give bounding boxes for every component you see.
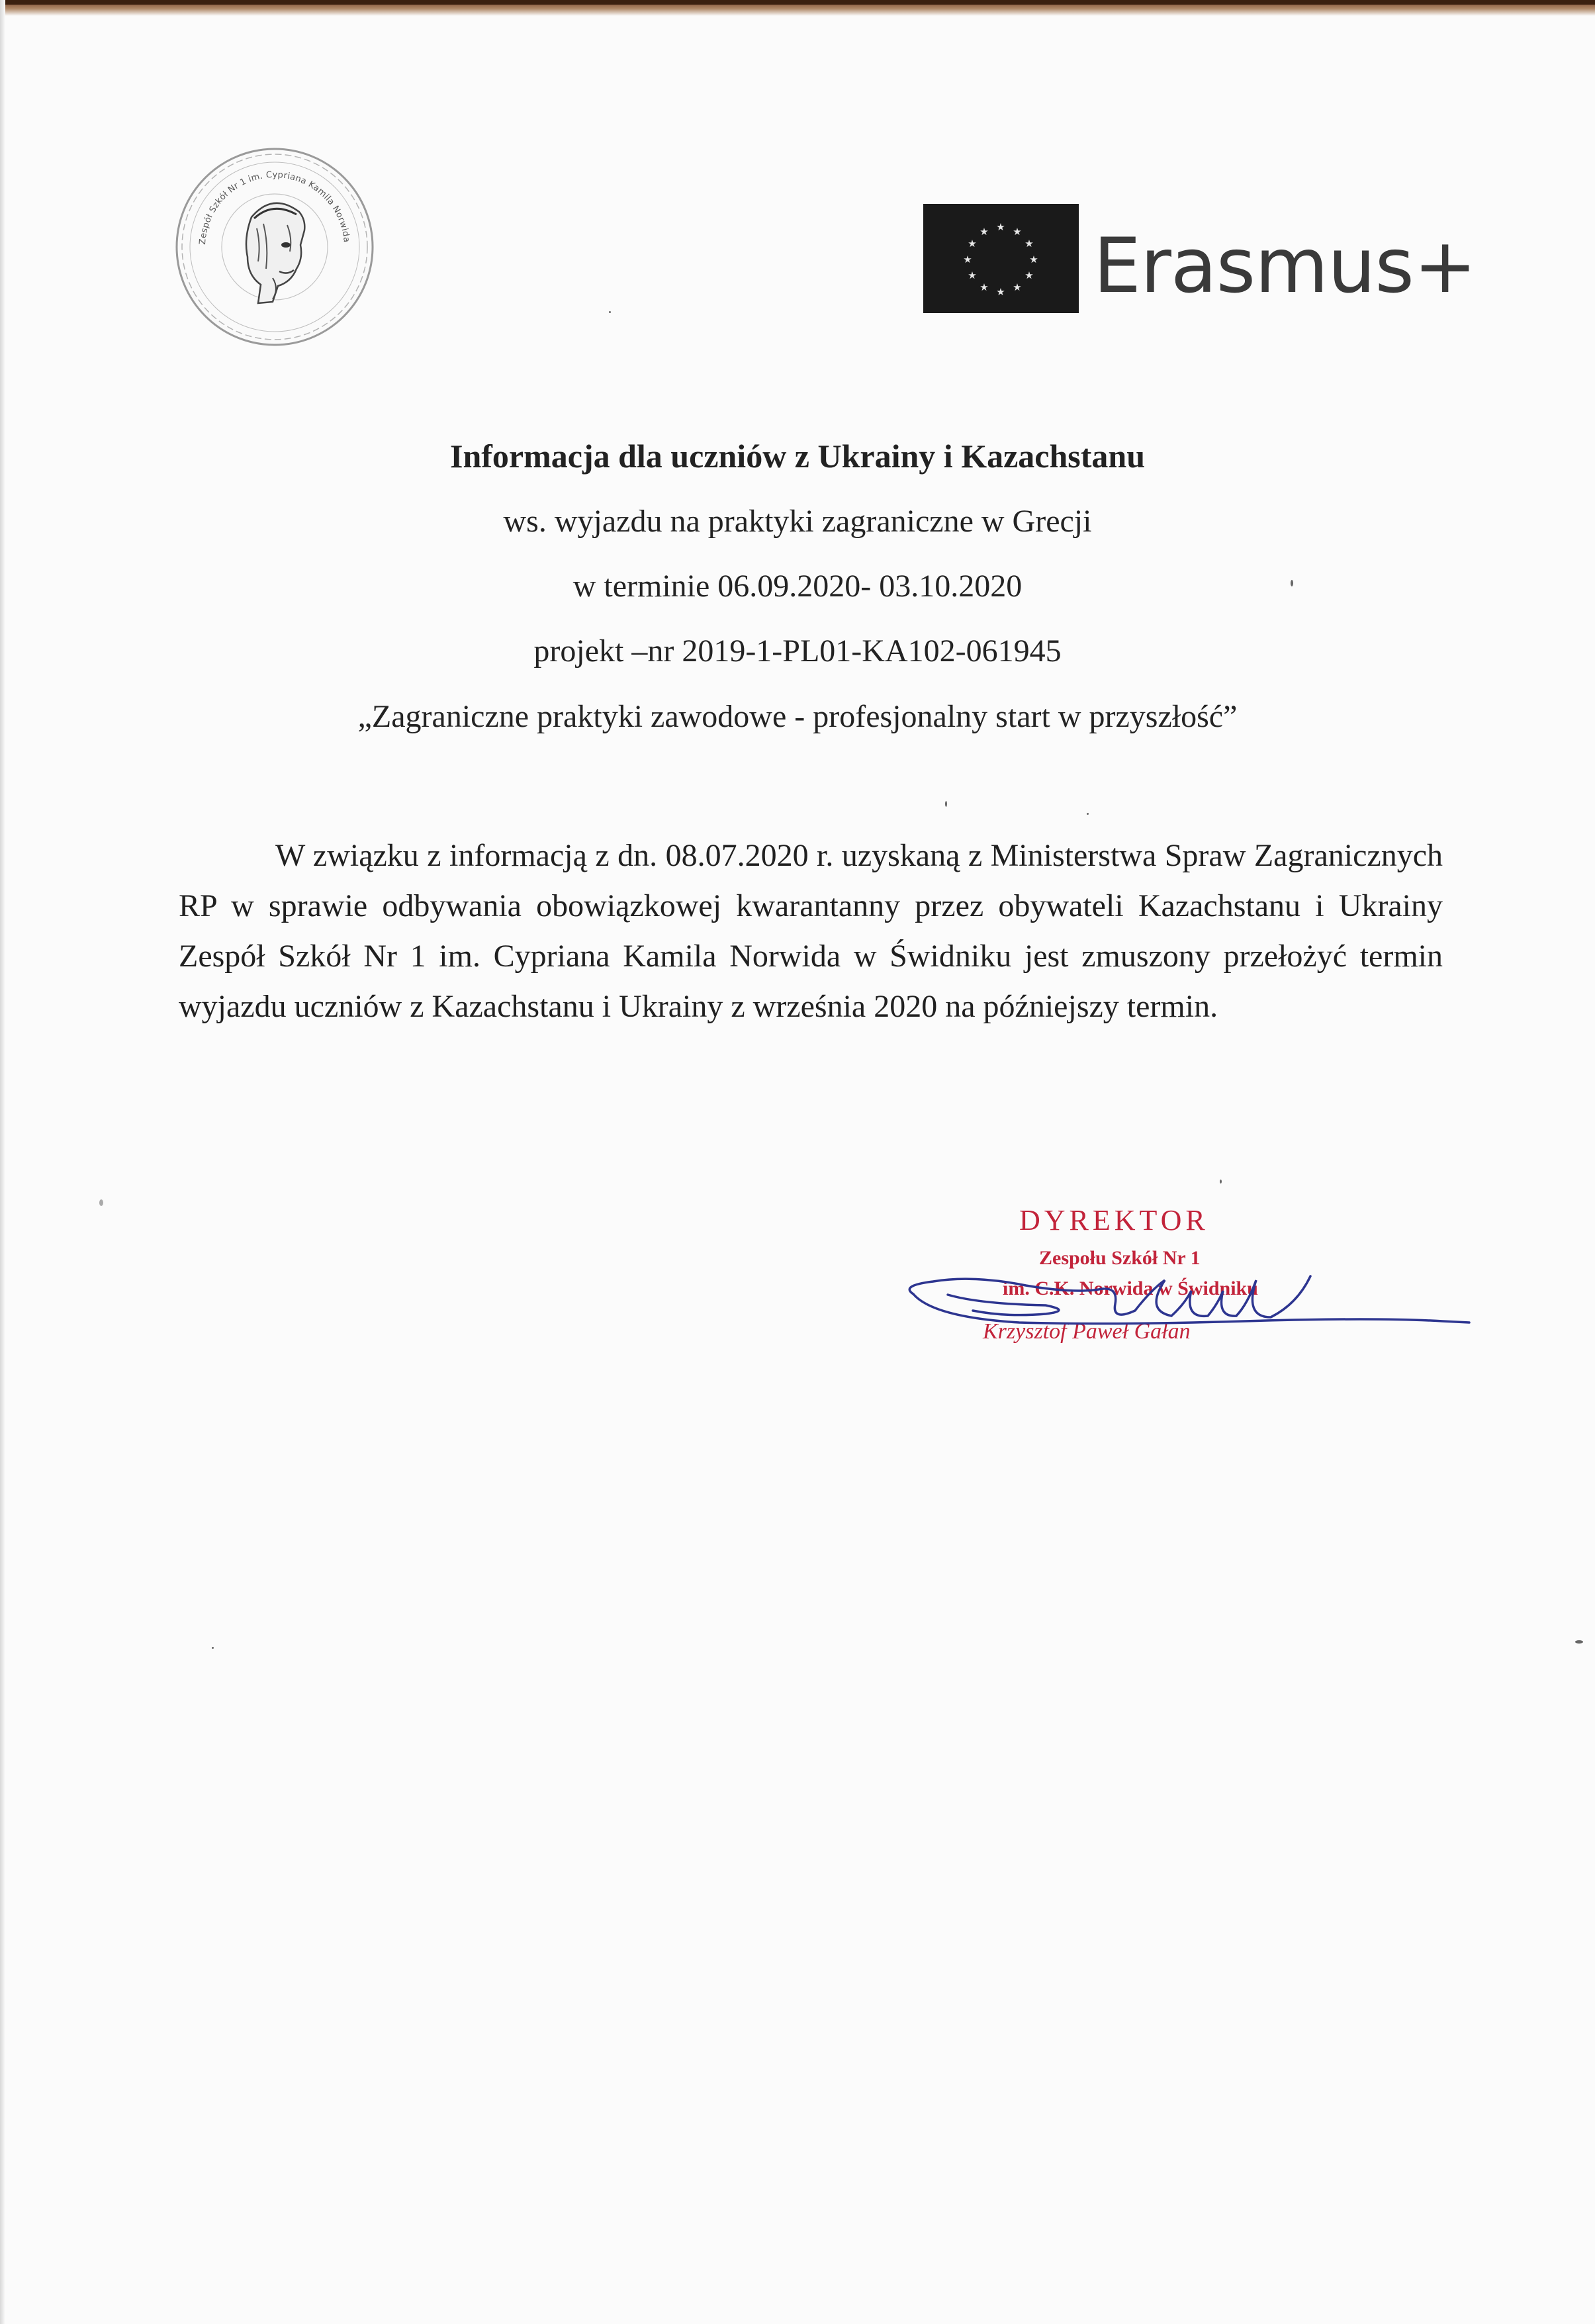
scan-speck bbox=[212, 1647, 214, 1649]
stamp-line1: Zespołu Szkół Nr 1 bbox=[1039, 1247, 1201, 1269]
body-section bbox=[179, 831, 1443, 1032]
erasmus-logo-text: Erasmus+ bbox=[1093, 222, 1477, 310]
school-seal-portrait-icon bbox=[173, 146, 376, 348]
svg-text:★: ★ bbox=[1029, 254, 1038, 265]
svg-text:★: ★ bbox=[1025, 238, 1034, 250]
seal-ring-text: Zespół Szkół Nr 1 im. Cypriana Kamila Norwida bbox=[197, 169, 351, 246]
svg-text:★: ★ bbox=[968, 238, 977, 250]
scan-speck bbox=[945, 801, 947, 807]
svg-text:★: ★ bbox=[1025, 269, 1034, 281]
scan-speck bbox=[1575, 1640, 1583, 1644]
svg-text:★: ★ bbox=[963, 254, 972, 265]
project-number-line: projekt –nr 2019-1-PL01-KA102-061945 bbox=[533, 633, 1062, 669]
stamp-line2: im. C.K. Norwida w Świdniku bbox=[1003, 1278, 1258, 1299]
svg-text:★: ★ bbox=[996, 286, 1005, 298]
scan-speck bbox=[1291, 580, 1293, 586]
svg-text:★: ★ bbox=[980, 226, 989, 238]
scan-speck bbox=[99, 1199, 103, 1206]
date-range-line: w terminie 06.09.2020- 03.10.2020 bbox=[572, 569, 1023, 604]
svg-text:★: ★ bbox=[980, 281, 989, 293]
svg-text:★: ★ bbox=[1013, 281, 1022, 293]
svg-text:★: ★ bbox=[1013, 226, 1022, 238]
scan-left-edge bbox=[0, 0, 5, 2324]
document-title: Informacja dla uczniów z Ukrainy i Kazachstanu bbox=[450, 438, 1145, 475]
scan-speck bbox=[1220, 1180, 1222, 1184]
eu-flag-icon bbox=[923, 204, 1079, 313]
project-title-line: „Zagraniczne praktyki zawodowe - profesjonalny start w przyszłość” bbox=[357, 699, 1238, 734]
scan-top-edge-dark bbox=[0, 0, 1595, 5]
stamp-title: DYREKTOR bbox=[1019, 1204, 1209, 1236]
svg-text:★: ★ bbox=[996, 221, 1005, 233]
stamp-name: Krzysztof Paweł Gałan bbox=[983, 1319, 1191, 1344]
body-paragraph: W związku z informacją z dn. 08.07.2020 r. uzyskaną z Ministerstwa Spraw Zagranicznych RP w sprawie odbywania obowiązkowej kwarantanny przez obywateli Kazachstanu i Ukrainy Zespół Szkół Nr 1 im. Cypriana Kamila Norwida w Świdniku jest zmuszony przełożyć termin wyjazdu uczniów z Kazachstanu i Ukrainy z września 2020 na późniejszy termin. bbox=[179, 838, 1443, 1024]
svg-text:★: ★ bbox=[968, 269, 977, 281]
subject-line: ws. wyjazdu na praktyki zagraniczne w Grecji bbox=[503, 504, 1092, 539]
scan-speck bbox=[1087, 813, 1089, 815]
director-stamp-signature bbox=[874, 1204, 1469, 1364]
scan-speck bbox=[609, 311, 611, 313]
school-seal bbox=[173, 146, 376, 348]
